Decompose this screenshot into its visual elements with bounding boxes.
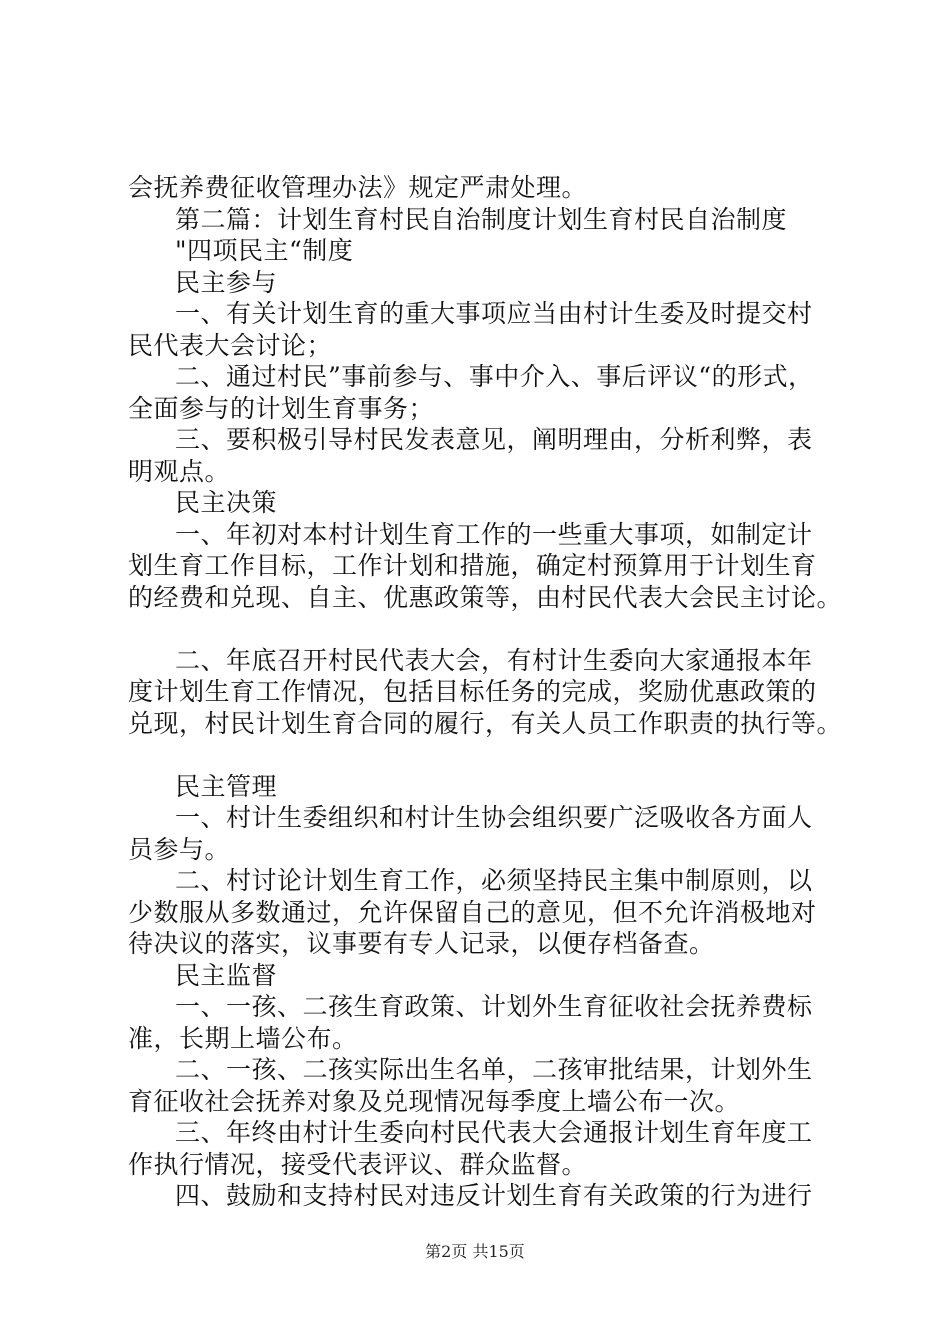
paragraph-line: 二、一孩、二孩实际出生名单，二孩审批结果，计划外生 xyxy=(175,1055,813,1084)
blank-line xyxy=(128,739,838,771)
paragraph-line: 作执行情况，接受代表评议、群众监督。 xyxy=(128,1149,588,1179)
paragraph-line: 待决议的落实，议事要有专人记录，以便存档备查。 xyxy=(128,929,715,958)
subsection-heading: 民主管理 xyxy=(175,771,278,801)
subsection-heading: 民主参与 xyxy=(175,267,278,297)
paragraph-line: 二、村讨论计划生育工作，必须坚持民主集中制原则，以 xyxy=(175,866,813,895)
paragraph-line: 员参与。 xyxy=(128,834,231,864)
page-footer xyxy=(0,1242,950,1262)
subsection-heading: 民主决策 xyxy=(175,488,278,517)
paragraph-line: 会抚养费征收管理办法》规定严肃处理。 xyxy=(128,173,588,202)
section-subheading: "四项民主“制度 xyxy=(175,236,354,265)
page-number: 第2页 共15页 xyxy=(425,1242,525,1261)
section-heading: 第二篇：计划生育村民自治制度计划生育村民自治制度 xyxy=(175,204,788,234)
paragraph-line: 民代表大会讨论； xyxy=(128,330,333,360)
subsection-heading: 民主监督 xyxy=(175,960,278,990)
paragraph-line: 少数服从多数通过，允许保留自己的意见，但不允许消极地对 xyxy=(128,897,817,927)
paragraph-line: 一、村计生委组织和村计生协会组织要广泛吸收各方面人 xyxy=(175,803,813,832)
paragraph-line: 育征收社会抚养对象及兑现情况每季度上墙公布一次。 xyxy=(128,1086,741,1116)
paragraph-line: 的经费和兑现、自主、优惠政策等，由村民代表大会民主讨论。 xyxy=(128,582,843,612)
paragraph-line: 四、鼓励和支持村民对违反计划生育有关政策的行为进行 xyxy=(175,1181,813,1210)
paragraph-line: 划生育工作目标，工作计划和措施，确定村预算用于计划生育 xyxy=(128,551,817,580)
paragraph-line: 度计划生育工作情况，包括目标任务的完成，奖励优惠政策的 xyxy=(128,677,817,706)
paragraph-line: 全面参与的计划生育事务； xyxy=(128,393,435,423)
paragraph-line: 三、年终由村计生委向村民代表大会通报计划生育年度工 xyxy=(175,1118,813,1147)
paragraph-line: 二、通过村民”事前参与、事中介入、事后评议“的形式， xyxy=(175,362,814,391)
document-body xyxy=(128,172,843,1212)
paragraph-line: 三、要积极引导村民发表意见，阐明理由，分析利弊，表 xyxy=(175,425,813,454)
paragraph-line: 一、有关计划生育的重大事项应当由村计生委及时提交村 xyxy=(175,299,813,328)
paragraph-line: 明观点。 xyxy=(128,456,231,486)
paragraph-line: 准，长期上墙公布。 xyxy=(128,1023,358,1053)
paragraph-line: 一、一孩、二孩生育政策、计划外生育征收社会抚养费标 xyxy=(175,992,813,1021)
blank-line xyxy=(128,613,838,645)
paragraph-line: 兑现，村民计划生育合同的履行，有关人员工作职责的执行等。 xyxy=(128,708,843,738)
paragraph-line: 二、年底召开村民代表大会，有村计生委向大家通报本年 xyxy=(175,645,813,675)
paragraph-line: 一、年初对本村计划生育工作的一些重大事项，如制定计 xyxy=(175,519,813,549)
